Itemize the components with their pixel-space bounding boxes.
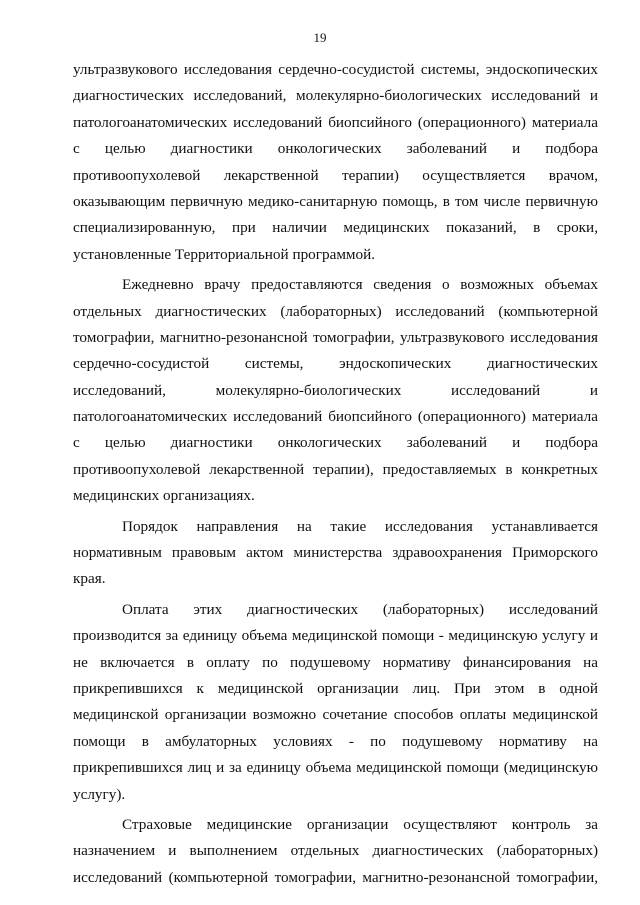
paragraph-procedure-act — [73, 514, 598, 593]
document-body — [73, 57, 598, 891]
text-line: нормативным правовым актом министерства здравоохранения Приморского — [73, 544, 598, 562]
text-line: исследований (компьютерной томографии, магнитно-резонансной томографии, — [73, 868, 598, 886]
text-line: с целью диагностики онкологических заболеваний и подбора — [73, 434, 598, 452]
text-line: прикрепившихся лиц и за единицу объема медицинской помощи (медицинскую — [73, 759, 598, 777]
text-line: с целью диагностики онкологических заболеваний и подбора — [73, 140, 598, 158]
text-line: медицинских организациях. — [73, 487, 255, 505]
paragraph-insurance-control — [73, 812, 598, 891]
text-line: оказывающим первичную медико-санитарную помощь, в том числе первичную — [73, 192, 598, 210]
text-line: края. — [73, 570, 106, 588]
text-line: ультразвукового исследования сердечно-сосудистой системы, эндоскопических — [73, 61, 598, 78]
text-line: производится за единицу объема медицинской помощи - медицинскую услугу и — [73, 627, 598, 645]
text-line: установленные Территориальной программой. — [73, 245, 376, 263]
text-line: исследований, молекулярно-биологических исследований и — [73, 381, 598, 399]
text-line: сердечно-сосудистой системы, эндоскопических диагностических — [73, 355, 598, 373]
text-line: противоопухолевой лекарственной терапии), предоставляемых в конкретных — [73, 460, 598, 478]
text-line: специализированную, при наличии медицинских показаний, в сроки, — [73, 219, 598, 237]
text-line: услугу). — [73, 785, 126, 803]
page-number: 19 — [313, 30, 327, 45]
paragraph-referral-procedure — [73, 57, 598, 268]
text-line: назначением и выполнением отдельных диагностических (лабораторных) — [73, 842, 598, 860]
text-line: Порядок направления на такие исследования устанавливается — [122, 517, 598, 535]
text-line: патологоанатомических исследований биопсийного (операционного) материала — [73, 408, 598, 426]
text-line: не включается в оплату по подушевому нормативу финансирования на — [73, 653, 598, 671]
text-line: отдельных диагностических (лабораторных) исследований (компьютерной — [73, 302, 598, 320]
paragraph-payment — [73, 597, 598, 808]
text-line: Ежедневно врачу предоставляются сведения о возможных объемах — [122, 276, 598, 294]
paragraph-daily-volumes — [73, 272, 598, 510]
text-line: помощи в амбулаторных условиях - по подушевому нормативу на — [73, 732, 598, 750]
text-line: противоопухолевой лекарственной терапии) осуществляется врачом, — [73, 166, 598, 184]
text-line: прикрепившихся к медицинской организации лиц. При этом в одной — [73, 679, 598, 697]
text-line: Оплата этих диагностических (лабораторных) исследований — [122, 600, 598, 618]
text-line: медицинской организации возможно сочетание способов оплаты медицинской — [73, 706, 598, 724]
text-line: диагностических исследований, молекулярно-биологических исследований и — [73, 87, 598, 105]
text-line: Страховые медицинские организации осуществляют контроль за — [122, 815, 598, 833]
text-line: патологоанатомических исследований биопсийного (операционного) материала — [73, 113, 598, 131]
text-line: томографии, магнитно-резонансной томографии, ультразвукового исследования — [73, 328, 598, 346]
